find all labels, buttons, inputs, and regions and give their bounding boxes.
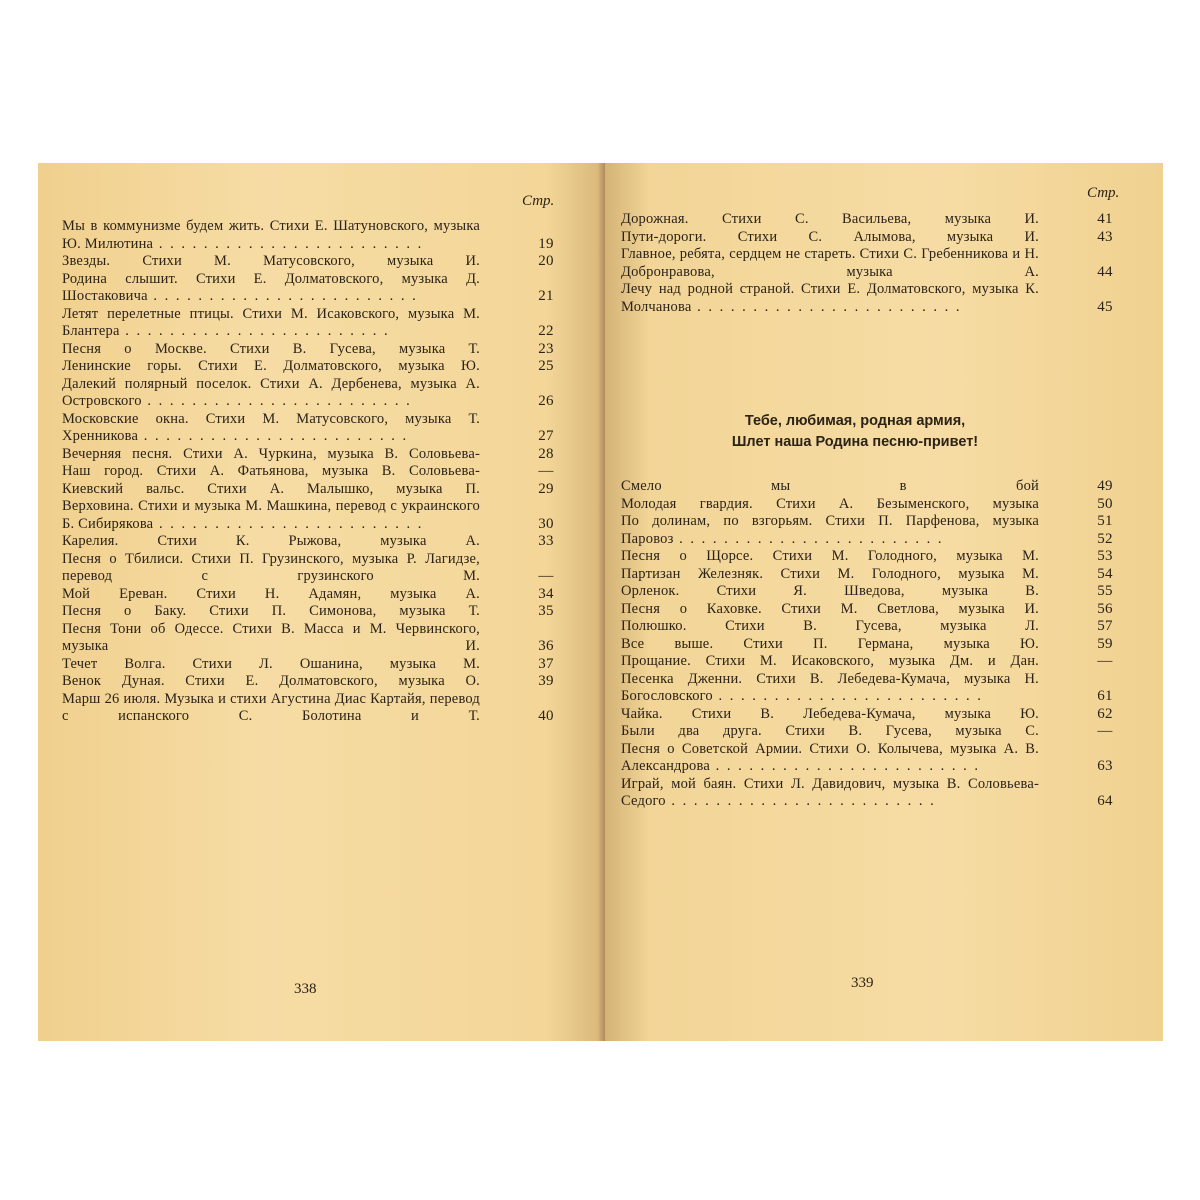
toc-entry-title: Песня о Баку. Стихи П. Симонова, музыка Т. . . .	[62, 603, 480, 621]
toc-entry	[621, 600, 1113, 619]
toc-entry-body	[621, 478, 1039, 496]
toc-entry-page: 40	[538, 708, 554, 724]
toc-entry-title: Мой Ереван. Стихи Н. Адамян, музыка А. . . .	[62, 586, 480, 604]
toc-entry-page: 39	[538, 673, 554, 689]
toc-entry-page: 26	[538, 393, 554, 409]
toc-entry-title: Верховина. Стихи и музыка М. Машкина, перевод с украинского Б. Сибирякова . . .	[62, 498, 480, 533]
toc-entry-title: Прощание. Стихи М. Исаковского, музыка Дм. и Дан. . . .	[621, 653, 1039, 671]
toc-entry	[621, 670, 1113, 706]
toc-entry	[621, 583, 1113, 601]
toc-entry	[62, 603, 554, 621]
toc-entry-page: 30	[538, 515, 554, 532]
toc-entry-page: 44	[1097, 263, 1113, 280]
toc-entry-title: Песенка Дженни. Стихи В. Лебедева-Кумача, музыка Н. Богословского . . .	[621, 671, 1039, 706]
toc-entry	[621, 705, 1113, 724]
toc-entry-body	[62, 656, 480, 674]
book-spread	[38, 163, 1163, 1041]
toc-entry	[621, 618, 1113, 636]
toc-entry-title: Киевский вальс. Стихи А. Малышко, музыка П. . . .	[62, 481, 480, 499]
toc-entry-page: 36	[538, 638, 554, 654]
page-number: 338	[294, 981, 317, 997]
page-column-header: Стр.	[1087, 185, 1120, 201]
toc-entry-title: По долинам, по взгорьям. Стихи П. Парфенова, музыка . . .	[621, 513, 1039, 531]
toc-entry-body	[62, 691, 480, 726]
toc-entry	[62, 340, 554, 359]
toc-entry-body	[621, 211, 1039, 229]
toc-entry-page: 27	[538, 428, 554, 444]
toc-entry-body	[621, 513, 1039, 531]
toc-entry-body	[62, 358, 480, 376]
toc-entry-body	[621, 671, 1039, 706]
left-page	[38, 163, 603, 1041]
toc-entry	[62, 305, 554, 341]
toc-entry-title: Мы в коммунизме будем жить. Стихи Е. Шатуновского, музыка Ю. Милютина . . .	[62, 218, 480, 253]
toc-entry-page: —	[1097, 723, 1113, 739]
table-of-contents-right-top	[621, 211, 1113, 316]
toc-entry	[62, 533, 554, 551]
toc-entry-page: 50	[1097, 495, 1113, 512]
toc-entry	[62, 375, 554, 411]
toc-entry	[62, 445, 554, 464]
toc-entry-body	[621, 229, 1039, 247]
toc-entry	[62, 690, 554, 726]
toc-entry	[621, 478, 1113, 496]
toc-entry-title: Были два друга. Стихи В. Гусева, музыка С. . . .	[621, 723, 1039, 741]
toc-entry	[62, 358, 554, 376]
toc-entry-page: 34	[538, 585, 554, 602]
section-heading	[645, 411, 1065, 453]
toc-entry-title: Карелия. Стихи К. Рыжова, музыка А. . . .	[62, 533, 480, 551]
toc-entry	[62, 585, 554, 604]
toc-entry	[62, 550, 554, 586]
toc-entry-body	[62, 603, 480, 621]
toc-entry-page: 52	[1097, 530, 1113, 547]
toc-entry-title: Вечерняя песня. Стихи А. Чуркина, музыка В. Соловьева- . . .	[62, 446, 480, 464]
toc-entry-title: Играй, мой баян. Стихи Л. Давидович, музыка В. Соловьева-Седого . . .	[621, 776, 1039, 811]
toc-entry-title: Пути-дороги. Стихи С. Алымова, музыка И. . . .	[621, 229, 1039, 247]
toc-entry-body	[621, 723, 1039, 741]
toc-entry-body	[62, 411, 480, 446]
toc-entry-body	[62, 306, 480, 341]
toc-entry-body	[621, 246, 1039, 281]
toc-entry-body	[62, 498, 480, 533]
toc-entry	[621, 635, 1113, 654]
toc-entry-body	[62, 481, 480, 499]
toc-entry-page: 41	[1097, 211, 1113, 227]
toc-entry-page: —	[1097, 653, 1113, 669]
toc-entry-body	[62, 533, 480, 551]
toc-entry-body	[621, 531, 1039, 549]
toc-entry-title: Партизан Железняк. Стихи М. Голодного, музыка М. . . .	[621, 566, 1039, 584]
toc-entry-body	[621, 706, 1039, 724]
toc-entry-title: Чайка. Стихи В. Лебедева-Кумача, музыка Ю. . . .	[621, 706, 1039, 724]
toc-entry-page: 45	[1097, 298, 1113, 315]
toc-entry-body	[62, 446, 480, 464]
toc-entry-body	[621, 601, 1039, 619]
toc-entry-body	[621, 281, 1039, 316]
toc-entry-title: Все выше. Стихи П. Германа, музыка Ю. . . .	[621, 636, 1039, 654]
toc-entry-body	[621, 776, 1039, 811]
toc-entry	[62, 673, 554, 691]
toc-entry-body	[62, 463, 480, 481]
toc-entry-page: 63	[1097, 758, 1113, 774]
toc-entry-page: 43	[1097, 228, 1113, 245]
toc-entry-title: Далекий полярный поселок. Стихи А. Дербенева, музыка А. Островского . . .	[62, 376, 480, 411]
toc-entry-page: 55	[1097, 583, 1113, 599]
toc-entry	[621, 775, 1113, 811]
toc-entry-body	[621, 566, 1039, 584]
toc-entry	[62, 620, 554, 656]
toc-entry	[621, 495, 1113, 514]
toc-entry-body	[621, 636, 1039, 654]
toc-entry	[621, 211, 1113, 229]
toc-entry-title: Молодая гвардия. Стихи А. Безыменского, музыка . . .	[621, 496, 1039, 514]
toc-entry-page: 21	[538, 288, 554, 304]
toc-entry-page: 54	[1097, 565, 1113, 582]
toc-entry	[62, 410, 554, 446]
toc-entry	[621, 281, 1113, 316]
toc-entry	[621, 723, 1113, 741]
toc-entry	[62, 253, 554, 271]
toc-entry-title: Песня о Каховке. Стихи М. Светлова, музыка И. . . .	[621, 601, 1039, 619]
toc-entry-body	[62, 341, 480, 359]
toc-entry-title: Ленинские горы. Стихи Е. Долматовского, музыка Ю. . . .	[62, 358, 480, 376]
toc-entry	[621, 530, 1113, 549]
toc-entry-page: 61	[1097, 688, 1113, 704]
toc-entry-title: Родина слышит. Стихи Е. Долматовского, музыка Д. Шостаковича . . .	[62, 271, 480, 306]
toc-entry-body	[621, 741, 1039, 776]
table-of-contents-right-bottom	[621, 478, 1113, 811]
toc-entry	[62, 218, 554, 253]
toc-entry-title: Смело мы в бой . . .	[621, 478, 1039, 496]
toc-entry-page: 51	[1097, 513, 1113, 529]
page-number: 339	[851, 975, 874, 991]
toc-entry-body	[621, 583, 1039, 601]
toc-entry-body	[621, 496, 1039, 514]
toc-entry-body	[62, 376, 480, 411]
toc-entry-title: Летят перелетные птицы. Стихи М. Исаковского, музыка М. Блантера . . .	[62, 306, 480, 341]
toc-entry-body	[62, 621, 480, 656]
toc-entry-title: Звезды. Стихи М. Матусовского, музыка И. . . .	[62, 253, 480, 271]
toc-entry-page: 49	[1097, 478, 1113, 494]
toc-entry-title: Венок Дуная. Стихи Е. Долматовского, музыка О. . . .	[62, 673, 480, 691]
toc-entry-title: Песня о Щорсе. Стихи М. Голодного, музыка М. . . .	[621, 548, 1039, 566]
toc-entry-page: 29	[538, 480, 554, 497]
toc-entry-page: 59	[1097, 635, 1113, 652]
toc-entry-page: 57	[1097, 618, 1113, 634]
toc-entry-page: 33	[538, 533, 554, 549]
page-column-header: Стр.	[522, 193, 555, 209]
toc-entry-page: 19	[538, 235, 554, 252]
toc-entry	[621, 246, 1113, 281]
toc-entry-body	[62, 586, 480, 604]
toc-entry-title: Марш 26 июля. Музыка и стихи Агустина Диас Картайя, перевод с испанского С. Болотина и Т. . . .	[62, 691, 480, 726]
toc-entry-title: Орленок. Стихи Я. Шведова, музыка В. . . .	[621, 583, 1039, 601]
toc-entry-title: Московские окна. Стихи М. Матусовского, музыка Т. Хренникова . . .	[62, 411, 480, 446]
toc-entry-title: Песня о Москве. Стихи В. Гусева, музыка Т. . . .	[62, 341, 480, 359]
toc-entry-page: 23	[538, 340, 554, 357]
toc-entry-page: 64	[1097, 793, 1113, 809]
toc-entry-body	[62, 673, 480, 691]
toc-entry-title: Наш город. Стихи А. Фатьянова, музыка В. Соловьева- . . .	[62, 463, 480, 481]
toc-entry-title: Главное, ребята, сердцем не стареть. Стихи С. Гребенникова и Н. Добронравова, музыка А. . . .	[621, 246, 1039, 281]
toc-entry	[62, 498, 554, 533]
toc-entry-page: 28	[538, 445, 554, 462]
toc-entry	[62, 270, 554, 306]
toc-entry-body	[621, 618, 1039, 636]
toc-entry	[621, 548, 1113, 566]
toc-entry-title: Песня о Тбилиси. Стихи П. Грузинского, музыка Р. Лагидзе, перевод с грузинского М. . . .	[62, 551, 480, 586]
toc-entry	[621, 653, 1113, 671]
toc-entry-title: Полюшко. Стихи В. Гусева, музыка Л. . . .	[621, 618, 1039, 636]
toc-entry-title: Песня о Советской Армии. Стихи О. Колычева, музыка А. В. Александрова . . .	[621, 741, 1039, 776]
toc-entry-page: 35	[538, 603, 554, 619]
toc-entry-body	[62, 551, 480, 586]
toc-entry-page: 53	[1097, 548, 1113, 564]
toc-entry-title: Паровоз . . .	[621, 531, 1039, 549]
toc-entry-page: 25	[538, 358, 554, 374]
toc-entry-page: 37	[538, 655, 554, 672]
toc-entry-body	[62, 218, 480, 253]
toc-entry-body	[62, 271, 480, 306]
toc-entry-title: Лечу над родной страной. Стихи Е. Долматовского, музыка К. Молчанова . . .	[621, 281, 1039, 316]
toc-entry-page: 20	[538, 253, 554, 269]
toc-entry-body	[621, 653, 1039, 671]
toc-entry	[621, 513, 1113, 531]
toc-entry-page: 56	[1097, 600, 1113, 617]
table-of-contents-left	[62, 218, 554, 726]
toc-entry	[621, 228, 1113, 247]
toc-entry	[62, 655, 554, 674]
toc-entry-title: Песня Тони об Одессе. Стихи В. Масса и М. Червинского, музыка И. . . .	[62, 621, 480, 656]
toc-entry-title: Течет Волга. Стихи Л. Ошанина, музыка М. . . .	[62, 656, 480, 674]
toc-entry-title: Дорожная. Стихи С. Васильева, музыка И. . . .	[621, 211, 1039, 229]
toc-entry-page: —	[538, 568, 554, 584]
toc-entry	[621, 565, 1113, 584]
toc-entry	[62, 480, 554, 499]
right-page	[605, 163, 1163, 1041]
toc-entry-body	[62, 253, 480, 271]
toc-entry	[62, 463, 554, 481]
toc-entry-page: 22	[538, 323, 554, 339]
section-heading-line: Тебе, любимая, родная армия,	[744, 413, 966, 429]
toc-entry	[621, 740, 1113, 776]
toc-entry-page: 62	[1097, 705, 1113, 722]
toc-entry-body	[621, 548, 1039, 566]
toc-entry-page: —	[538, 463, 554, 479]
section-heading-line: Шлет наша Родина песню-привет!	[731, 434, 979, 450]
